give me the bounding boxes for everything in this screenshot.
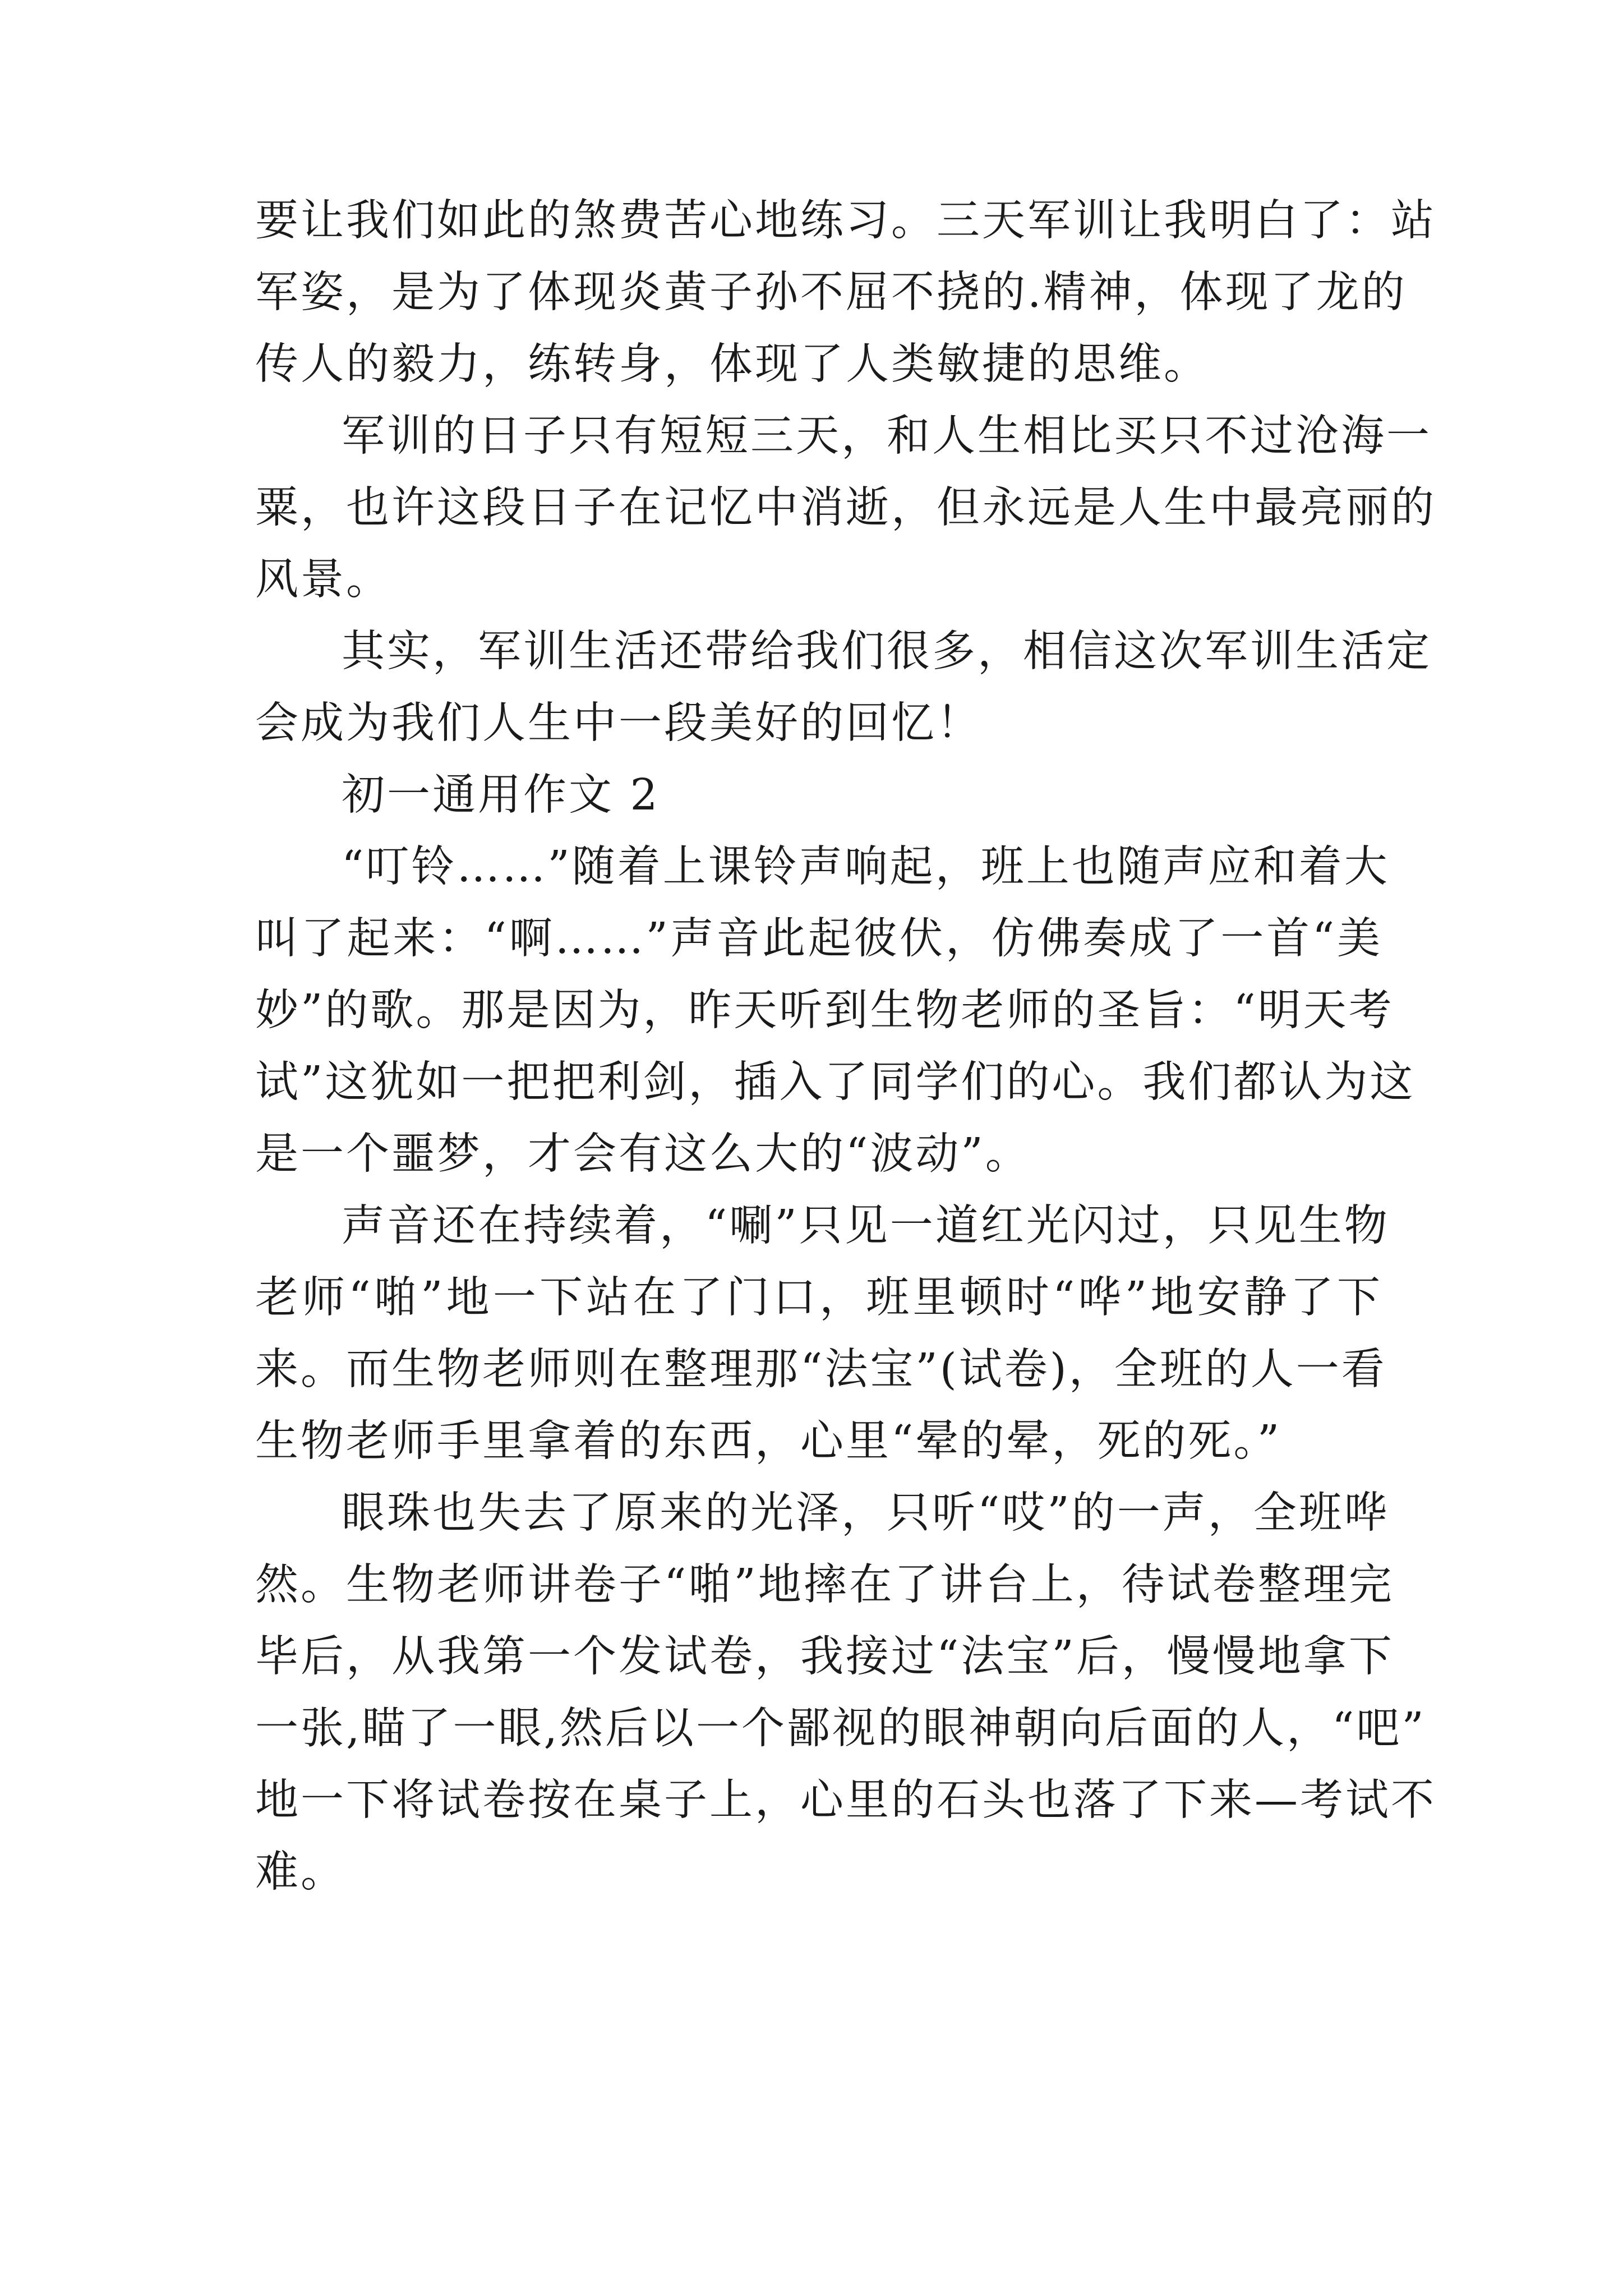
text-line: 军姿，是为了体现炎黄子孙不屈不挠的.精神，体现了龙的 [255,268,1407,318]
text-line: 试”这犹如一把把利剑，插入了同学们的心。我们都认为这 [255,1057,1415,1107]
text-line: 风景。 [255,555,391,605]
text-line: 然。生物老师讲卷子“啪”地摔在了讲台上，待试卷整理完 [255,1560,1394,1610]
text-line: 军训的日子只有短短三天，和人生相比买只不过沧海一 [342,411,1432,461]
text-line: 毕后，从我第一个发试卷，我接过“法宝”后，慢慢地拿下 [255,1632,1394,1682]
text-line: 眼珠也失去了原来的光泽，只听“哎”的一声，全班哗 [342,1488,1390,1538]
text-line: 生物老师手里拿着的东西，心里“晕的晕，死的死。” [255,1416,1282,1466]
text-line: 粟，也许这段日子在记忆中消逝，但永远是人生中最亮丽的 [255,483,1436,533]
text-line: 一张,瞄了一眼,然后以一个鄙视的眼神朝向后面的人，“吧” [255,1704,1426,1754]
body-text [255,185,1436,1908]
text-line: 会成为我们人生中一段美好的回忆！ [255,698,982,748]
text-line: 叫了起来：“啊……”声音此起彼伏，仿佛奏成了一首“美 [255,914,1382,964]
text-line: 妙”的歌。那是因为，昨天听到生物老师的圣旨：“明天考 [255,986,1394,1036]
text-line: “叮铃……”随着上课铃声响起，班上也随声应和着大 [342,842,1390,892]
text-line: 是一个噩梦，才会有这么大的“波动”。 [255,1129,1031,1179]
text-line: 难。 [255,1847,346,1897]
text-line: 地一下将试卷按在桌子上，心里的石头也落了下来—考试不 [255,1775,1436,1825]
text-line: 其实，军训生活还带给我们很多，相信这次军训生活定 [342,627,1432,677]
text-line: 来。而生物老师则在整理那“法宝”(试卷)，全班的人一看 [255,1345,1387,1395]
text-line: 声音还在持续着，“唰”只见一道红光闪过，只见生物 [342,1201,1390,1251]
text-line: 要让我们如此的煞费苦心地练习。三天军训让我明白了：站 [255,196,1436,246]
text-line: 老师“啪”地一下站在了门口，班里顿时“哗”地安静了下 [255,1273,1382,1323]
section-heading: 初一通用作文 2 [342,770,660,820]
text-line: 传人的毅力，练转身，体现了人类敏捷的思维。 [255,339,1209,389]
